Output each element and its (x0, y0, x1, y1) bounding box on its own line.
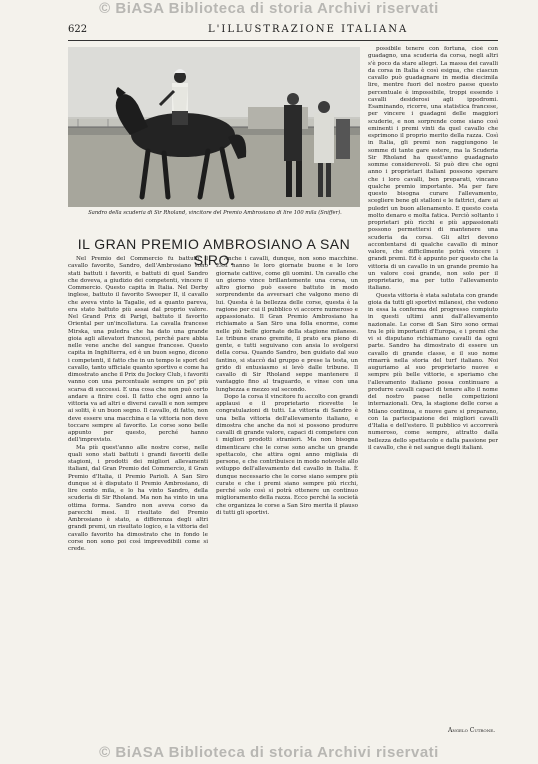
page-number: 622 (68, 24, 88, 35)
article-column-2 (216, 256, 358, 744)
photo-illustration (68, 47, 360, 207)
paragraph: possibile tenere con fortuna, cioè con guadagno, una scuderia da corsa, negli altri s'è poco da stare allegri. La massa dei cavalli da corsa in Italia è così esigua, che ciascun cavallo può guadagnare in media diecimila lire, mentre fuori del nostro paese questo percentuale è impossibile, troppi essendo i cavalli desiderosi agli ippodromi. Esaminando, ricorre, una statistica francese, per vincere i guadagni delle maggiori scuderie, e non sorprende come siano così eminenti i premi vinti da quel cavallo che esprimono il proprio merito della razza. Così in Italia, gli premi non raggiungono le somme di tante gare estere, ma la Scuderia Sir Rholand ha quest'anno guadagnato somme considerevoli. Si può dire che ogni anno i proprietari italiani possono sperare che i loro cavalli, ben preparati, vincano qualche premio importante. Ma per fare questo bisogna curare l'allevamento, scegliere bene gli stalloni e le fattrici, dare ai puledri un buon allenamento. E questo costa molto denaro e molta fatica. Perciò soltanto i proprietari più ricchi e più appassionati possono permettersi di mantenere una scuderia da corsa. Gli altri devono accontentarsi di qualche cavallo di minor valore, che difficilmente potrà vincere i grandi premi. Ed è appunto per questo che la vittoria di un cavallo in un grande premio ha un valore così grande, non solo per il proprietario, ma per tutto l'allevamento italiano. (368, 46, 498, 292)
watermark-top: © BiASA Biblioteca di storia Archivi riservati (99, 0, 439, 17)
paragraph: Questa vittoria è stata salutata con grande gioia da tutti gli sportivi milanesi, che vedono in essa la conferma del progresso compiuto in questi ultimi anni dall'allevamento nazionale. Le corse di San Siro sono ormai tra le più importanti d'Europa, e i premi che vi si disputano richiamano cavalli da ogni parte. Sandro ha dimostrato di essere un cavallo di grande classe, e il suo nome rimarrà nella storia del turf italiano. Noi auguriamo al suo proprietario nuove e sempre più belle vittorie, e speriamo che l'allevamento italiano possa continuare a produrre cavalli capaci di tenere alto il nome del nostro paese nelle competizioni internazionali. Ora, la stagione delle corse a Milano continua, e nuove gare si preparano, con la partecipazione dei migliori cavalli d'Italia e dell'estero. Il pubblico vi accorrerà numeroso, come sempre, attratto dalla bellezza dello spettacolo e dalla passione per il cavallo, che è nel sangue degli italiani. (368, 292, 498, 451)
running-title: L'ILLUSTRAZIONE ITALIANA (208, 24, 409, 35)
paragraph: Nel Premio del Commercio fu battuto il cavallo favorito, Sandro, dell'Ambrosiano sono stati battuti i favoriti, e battuti di quel Sandro che doveva, a giudizio dei competenti, vincere il Commercio. Questo capita in Italia. Nel Derby inglese, battuto il favorito Sweeper II, il cavallo che aveva vinto la Tagalie, ed a quanto pareva, era stato battuto più assai dal proprio valore. Nel Grand Prix di Parigi, battuto il favorito Oriental per un'incollatura. La cavalla francese Mirska, una puledra che ha dato una grande gioia agli allevatori francesi, perché pare abbia nelle vene anche del sangue francese. Questo capita in Inghilterra, ed è un buon segno, dicono i competenti, il fatto che in un tempo le sport del cavallo, tanto ufficiale quanto sportivo e come ha dimostrato anche il Prix du Jockey Club, i favoriti vanno con una percentuale sempre un po' più scarsa di successi. E una cosa che non può certo andare a finire così. Il fatto che ogni anno la vittoria va ad altri e diversi cavalli e non sempre ai soliti, è un buon segno. Il cavallo, di fatto, non deve essere una macchina e la vittoria non deve toccare sempre al favorito. Le corse sono belle appunto per questo, perché hanno dell'imprevisto. (68, 256, 208, 444)
article-column-1 (68, 256, 208, 744)
paragraph: Ma più quest'anno alle nostre corse, nelle quali sono stati battuti i grandi favoriti delle stagioni, i prodotti dei migliori allevamenti italiani, dal Gran Premio del Commercio, il Gran Premio d'Italia, il Premio Parioli. A San Siro dunque si è disputato il Premio Ambrosiano, di lire cento mila, e lo ha vinto Sandro, della scuderia di Sir Rholand. Ma non ha vinto in una ottima forma. Sandro non aveva corso da parecchi mesi. Il risultato del Premio Ambrosiano è stato, a differenza degli altri grandi premi, un risultato logico, e la vittoria del cavallo favorito ha dimostrato che in fondo le corse non sono poi così imprevedibili come si crede. (68, 444, 208, 552)
paragraph: Dopo la corsa il vincitore fu accolto con grandi applausi e il proprietario ricevette le congratulazioni di tutti. La vittoria di Sandro è una bella vittoria dell'allevamento italiano, e dimostra che anche da noi si possono produrre cavalli di grande valore, capaci di competere con i migliori prodotti stranieri. Ma non bisogna dimenticare che le corse sono anche un grande spettacolo, che attira ogni anno migliaia di persone, e che contribuisce in modo notevole allo sviluppo dell'allevamento del cavallo in Italia. È dunque necessario che le corse siano sempre più curate e che i premi siano sempre più ricchi, perché solo così si potrà ottenere un continuo miglioramento della razza. Ecco perché la società che organizza le corse a San Siro merita il plauso di tutti gli sportivi. (216, 393, 358, 516)
photo-caption: Sandro della scuderia di Sir Rholand, vincitore del Premio Ambrosiano di lire 100 mila (Sniffer). (88, 210, 342, 216)
paragraph: Anche i cavalli, dunque, non sono macchine. Essi hanno le loro giornate buone e le loro giornate cattive, come gli uomini. Un cavallo che un giorno vince brillantemente una corsa, un altro giorno può essere battuto in modo sorprendente da avversari che valgono meno di lui. Questa è la bellezza delle corse, questa è la ragione per cui il pubblico vi accorre numeroso e appassionato. Il Gran Premio Ambrosiano ha richiamato a San Siro una folla enorme, come nelle più belle giornate della stagione milanese. Le tribune erano gremite, il prato era pieno di gente, e tutti seguivano con ansia lo svolgersi della corsa. Quando Sandro, ben guidato dal suo fantino, si staccò dal gruppo e prese la testa, un grido di entusiasmo si levò dalle tribune. Il cavallo di Sir Rholand seppe mantenere il vantaggio fino al traguardo, e vinse con una lunghezza e mezzo sul secondo. (216, 256, 358, 393)
watermark-bottom: © BiASA Biblioteca di storia Archivi riservati (99, 744, 439, 761)
article-column-3 (368, 46, 498, 736)
page-header (68, 24, 498, 38)
article-headline: IL GRAN PREMIO AMBROSIANO A SAN SIRO. (77, 236, 351, 268)
header-rule (68, 40, 498, 41)
author-signature: Angelo Cutrone. (448, 727, 496, 734)
horse-jockey-photo (68, 47, 360, 207)
